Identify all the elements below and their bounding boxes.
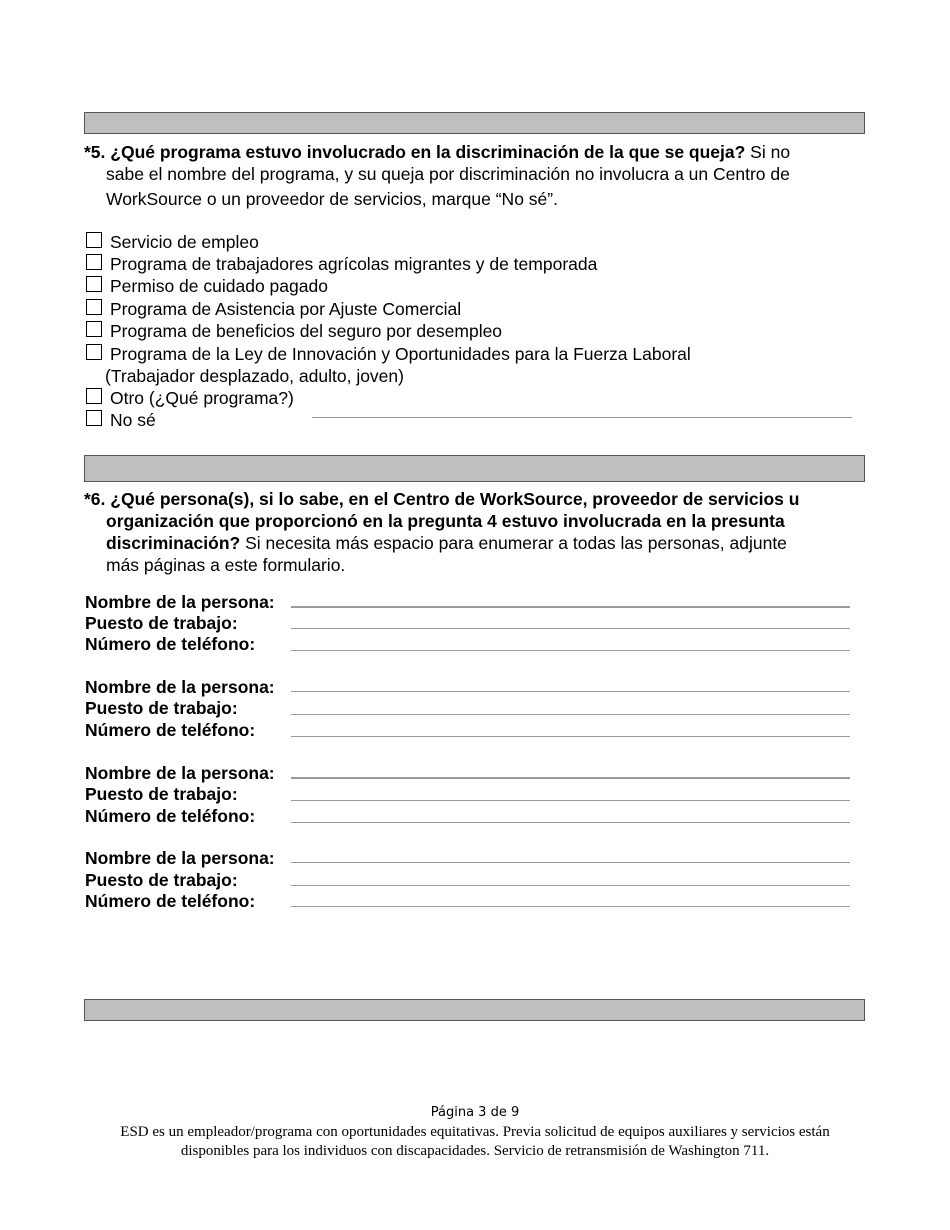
question-6-title-3: discriminación?: [106, 533, 241, 553]
checkbox[interactable]: [86, 232, 102, 248]
option-no-se[interactable]: [86, 410, 156, 430]
checkbox[interactable]: [86, 299, 102, 315]
checkbox[interactable]: [86, 321, 102, 337]
question-6-text-4: más páginas a este formulario.: [106, 555, 346, 575]
option-label: Otro (¿Qué programa?): [110, 388, 294, 408]
person-name-label: Nombre de la persona:: [85, 763, 275, 783]
otro-program-input-line[interactable]: [312, 417, 852, 418]
job-title-input-line[interactable]: [291, 714, 850, 715]
option-label: Programa de la Ley de Innovación y Oportunidades para la Fuerza Laboral: [110, 344, 691, 364]
phone-label: Número de teléfono:: [85, 634, 256, 654]
job-title-input-line[interactable]: [291, 800, 850, 801]
option-seguro-desempleo[interactable]: [86, 321, 502, 341]
question-6-number: *6.: [84, 489, 106, 509]
person-name-input-line[interactable]: [291, 777, 850, 779]
option-otro[interactable]: [86, 388, 294, 408]
question-6: [84, 488, 854, 576]
option-label: Programa de trabajadores agrícolas migrantes y de temporada: [110, 254, 598, 274]
person-name-input-line[interactable]: [291, 691, 850, 692]
checkbox[interactable]: [86, 344, 102, 360]
question-5: [84, 141, 854, 210]
page-number: Página 3 de 9: [430, 1105, 520, 1120]
person-name-label: Nombre de la persona:: [85, 848, 275, 868]
question-6-title-2: organización que proporcionó en la pregunta 4 estuvo involucrada en la presunta: [106, 511, 785, 531]
job-title-input-line[interactable]: [291, 885, 850, 886]
person-name-label: Nombre de la persona:: [85, 592, 275, 612]
checkbox[interactable]: [86, 254, 102, 270]
question-5-text-1: Si no: [745, 142, 791, 162]
phone-input-line[interactable]: [291, 736, 850, 737]
question-5-text-3: WorkSource o un proveedor de servicios, marque “No sé”.: [106, 189, 558, 209]
job-title-label: Puesto de trabajo:: [85, 613, 238, 633]
job-title-label: Puesto de trabajo:: [85, 870, 238, 890]
checkbox[interactable]: [86, 410, 102, 426]
phone-label: Número de teléfono:: [85, 720, 256, 740]
question-5-number: *5.: [84, 142, 106, 162]
option-ajuste-comercial[interactable]: [86, 299, 461, 319]
phone-label: Número de teléfono:: [85, 806, 256, 826]
footer-legal-line-2: disponibles para los individuos con discapacidades. Servicio de retransmisión de Washington 711.: [180, 1143, 770, 1159]
person-name-input-line[interactable]: [291, 862, 850, 863]
checkbox[interactable]: [86, 388, 102, 404]
section-divider-bar: [84, 112, 865, 134]
job-title-label: Puesto de trabajo:: [85, 784, 238, 804]
option-label: Permiso de cuidado pagado: [110, 276, 328, 296]
job-title-label: Puesto de trabajo:: [85, 698, 238, 718]
section-divider-bar: [84, 455, 865, 482]
option-label: No sé: [110, 410, 156, 430]
option-cuidado-pagado[interactable]: [86, 276, 328, 296]
phone-input-line[interactable]: [291, 650, 850, 651]
option-servicio-empleo[interactable]: [86, 232, 259, 252]
option-label: Programa de Asistencia por Ajuste Comercial: [110, 299, 462, 319]
option-ley-innovacion-continuation: (Trabajador desplazado, adulto, joven): [105, 366, 404, 386]
question-5-title: ¿Qué programa estuvo involucrado en la discriminación de la que se queja?: [110, 142, 746, 162]
question-6-text-3: Si necesita más espacio para enumerar a todas las personas, adjunte: [240, 533, 787, 553]
person-name-input-line[interactable]: [291, 606, 850, 608]
option-trabajadores-agricolas[interactable]: [86, 254, 597, 274]
footer-legal: [80, 1123, 870, 1161]
phone-label: Número de teléfono:: [85, 891, 256, 911]
question-5-text-2: sabe el nombre del programa, y su queja por discriminación no involucra a un Centro de: [106, 164, 790, 184]
footer-legal-line-1: ESD es un empleador/programa con oportunidades equitativas. Previa solicitud de equipos auxiliares y servicios están: [120, 1124, 830, 1140]
person-name-label: Nombre de la persona:: [85, 677, 275, 697]
option-ley-innovacion[interactable]: [86, 344, 691, 364]
option-label: Servicio de empleo: [110, 232, 259, 252]
phone-input-line[interactable]: [291, 822, 850, 823]
checkbox[interactable]: [86, 276, 102, 292]
phone-input-line[interactable]: [291, 906, 850, 907]
question-6-title-1: ¿Qué persona(s), si lo sabe, en el Centro de WorkSource, proveedor de servicios u: [110, 489, 800, 509]
job-title-input-line[interactable]: [291, 628, 850, 629]
section-divider-bar: [84, 999, 865, 1021]
option-label: Programa de beneficios del seguro por desempleo: [110, 321, 503, 341]
